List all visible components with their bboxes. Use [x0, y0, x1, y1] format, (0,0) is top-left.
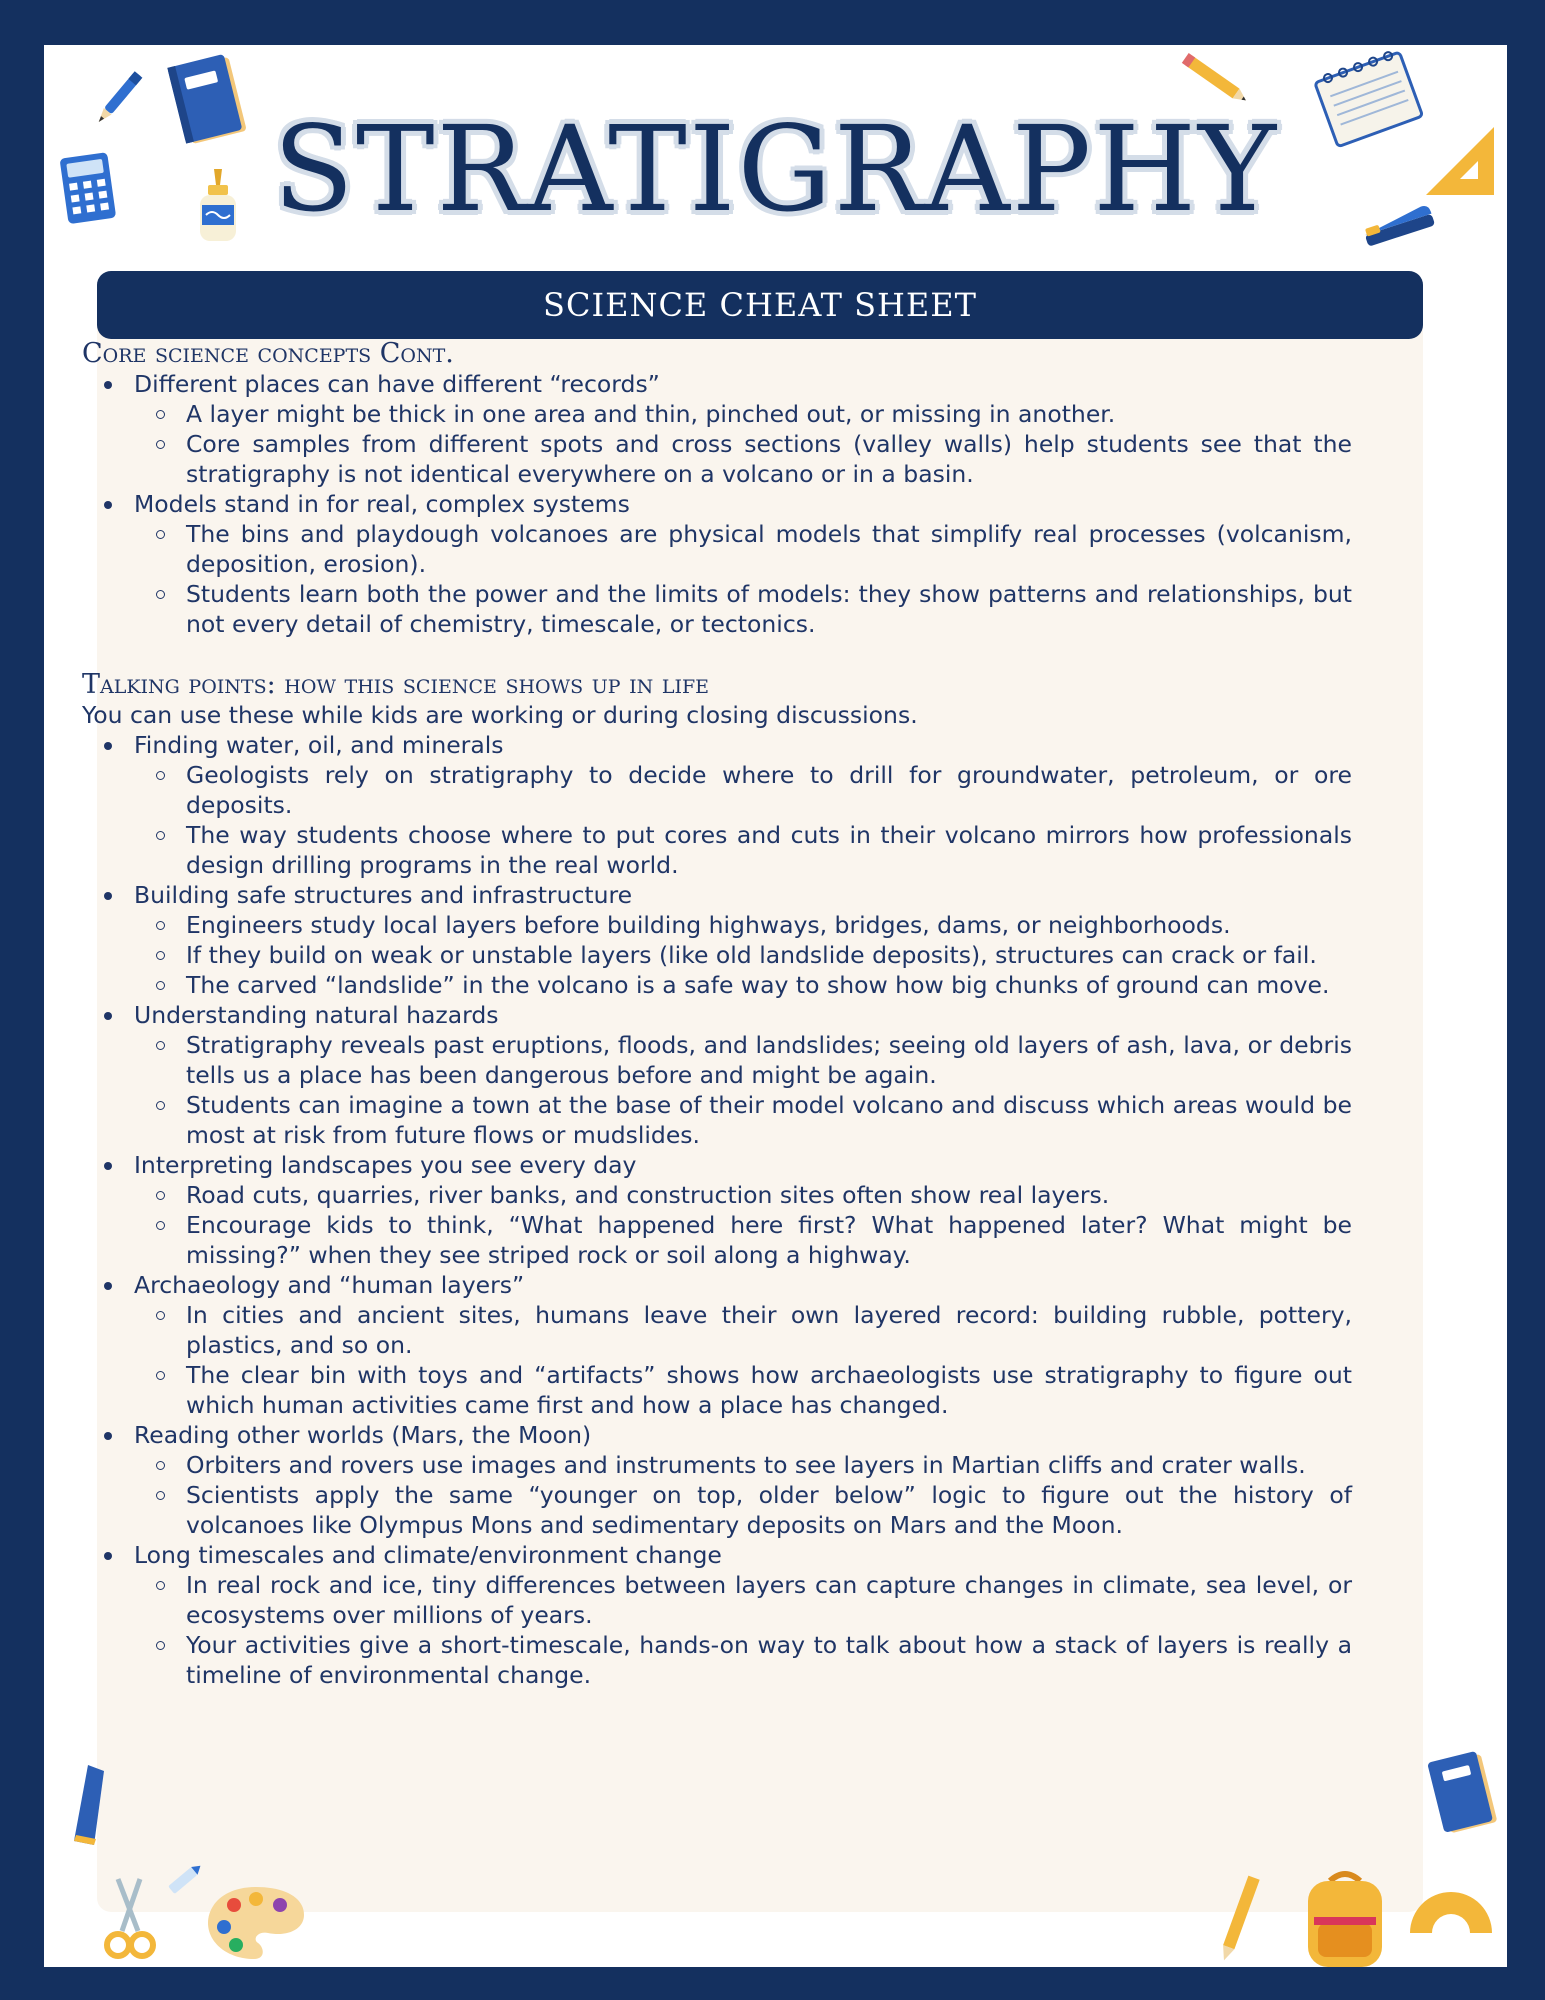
sub-list-item	[134, 970, 1352, 1000]
bullet-icon	[104, 1552, 112, 1560]
sub-item-text: Encourage kids to think, “What happened here first? What happened later? What might be missing?” when they see striped rock or soil along a highway.	[186, 1211, 1352, 1269]
hollow-bullet-icon	[156, 590, 165, 599]
bullet-icon	[104, 892, 112, 900]
hollow-bullet-icon	[156, 1101, 165, 1110]
list-item	[82, 1150, 1352, 1270]
sub-item-text: The clear bin with toys and “artifacts” shows how archaeologists use stratigraphy to figure out which human activities came first and how a place has changed.	[186, 1361, 1352, 1419]
pencil-icon	[1170, 45, 1260, 115]
sub-list-item	[134, 579, 1352, 639]
section-talking-points	[82, 669, 1352, 1690]
hollow-bullet-icon	[156, 530, 165, 539]
list-item	[82, 880, 1352, 1000]
list-item	[82, 369, 1352, 489]
hollow-bullet-icon	[156, 1461, 165, 1470]
sub-list	[134, 1030, 1352, 1150]
blue-book-corner-icon	[74, 1765, 108, 1845]
sub-list-item	[134, 1210, 1352, 1270]
sub-item-text: The way students choose where to put cores and cuts in their volcano mirrors how professionals design drilling programs in the real world.	[186, 821, 1352, 879]
list-item-text: Models stand in for real, complex systems	[134, 490, 630, 518]
list-item-text: Long timescales and climate/environment change	[134, 1541, 722, 1569]
hollow-bullet-icon	[156, 1581, 165, 1590]
sub-list	[134, 1450, 1352, 1540]
marker-icon	[162, 1860, 208, 1900]
sub-list	[134, 519, 1352, 639]
hollow-bullet-icon	[156, 1221, 165, 1230]
calculator-icon	[58, 149, 120, 229]
hollow-bullet-icon	[156, 1311, 165, 1320]
hollow-bullet-icon	[156, 1191, 165, 1200]
hollow-bullet-icon	[156, 921, 165, 930]
paint-palette-icon	[204, 1883, 308, 1963]
list-item-text: Different places can have different “records”	[134, 370, 660, 398]
bullet-icon	[104, 1012, 112, 1020]
section-banner: SCIENCE CHEAT SHEET	[97, 271, 1423, 339]
hollow-bullet-icon	[156, 410, 165, 419]
sub-item-text: In real rock and ice, tiny differences between layers can capture changes in climate, sea level, or ecosystems over millions of years.	[186, 1571, 1352, 1629]
sub-item-text: Students can imagine a town at the base of their model volcano and discuss which areas would be most at risk from future flows or mudslides.	[186, 1091, 1352, 1149]
list-item	[82, 730, 1352, 880]
stapler-icon	[1354, 191, 1438, 251]
sub-list-item	[134, 519, 1352, 579]
sub-list	[134, 910, 1352, 1000]
bullet-icon	[104, 381, 112, 389]
sub-list	[134, 399, 1352, 489]
ruler-triangle-icon	[1420, 121, 1500, 201]
protractor-icon	[1406, 1883, 1496, 1939]
hollow-bullet-icon	[156, 1491, 165, 1500]
sub-list	[134, 1570, 1352, 1690]
bullet-icon	[104, 501, 112, 509]
sub-item-text: Students learn both the power and the limits of models: they show patterns and relationships, but not every detail of chemistry, timescale, or tectonics.	[186, 580, 1352, 638]
sub-list-item	[134, 1180, 1352, 1210]
sub-item-text: Engineers study local layers before building highways, bridges, dams, or neighborhoods.	[186, 911, 1231, 939]
sub-item-text: Road cuts, quarries, river banks, and construction sites often show real layers.	[186, 1181, 1110, 1209]
list-item	[82, 1000, 1352, 1150]
sub-list	[134, 760, 1352, 880]
list-item-text: Reading other worlds (Mars, the Moon)	[134, 1421, 592, 1449]
hollow-bullet-icon	[156, 771, 165, 780]
sub-list-item	[134, 429, 1352, 489]
bullet-icon	[104, 1282, 112, 1290]
glue-icon	[192, 165, 244, 245]
sub-list-item	[134, 1630, 1352, 1690]
sub-list-item	[134, 760, 1352, 820]
sub-list	[134, 1180, 1352, 1270]
sub-item-text: The bins and playdough volcanoes are physical models that simplify real processes (volcanism, deposition, erosion).	[186, 520, 1352, 578]
hollow-bullet-icon	[156, 440, 165, 449]
list-item-text: Finding water, oil, and minerals	[134, 731, 504, 759]
pencil-bottom-icon	[1214, 1871, 1264, 1967]
bullet-list	[82, 369, 1352, 639]
content-area	[82, 338, 1352, 1690]
backpack-icon	[1290, 1867, 1400, 1967]
sub-item-text: Scientists apply the same “younger on top, older below” logic to figure out the history of volcanoes like Olympus Mons and sedimentary deposits on Mars and the Moon.	[186, 1481, 1352, 1539]
list-item-text: Building safe structures and infrastructure	[134, 881, 633, 909]
sub-list-item	[134, 1030, 1352, 1090]
sub-item-text: Geologists rely on stratigraphy to decide where to drill for groundwater, petroleum, or ore deposits.	[186, 761, 1352, 819]
sub-item-text: A layer might be thick in one area and thin, pinched out, or missing in another.	[186, 400, 1116, 428]
list-item-text: Interpreting landscapes you see every day	[134, 1151, 637, 1179]
section-gap	[82, 639, 1352, 669]
sub-list-item	[134, 399, 1352, 429]
list-item-text: Understanding natural hazards	[134, 1001, 499, 1029]
notebook-icon	[160, 49, 256, 149]
sub-list-item	[134, 1480, 1352, 1540]
sub-item-text: Stratigraphy reveals past eruptions, floods, and landslides; seeing old layers of ash, lava, or debris tells us a place has been dangerous before and might be again.	[186, 1031, 1352, 1089]
list-item	[82, 1420, 1352, 1540]
bullet-list	[82, 730, 1352, 1690]
sub-item-text: Your activities give a short-timescale, hands-on way to talk about how a stack of layers is really a timeline of environmental change.	[186, 1631, 1352, 1689]
sub-list-item	[134, 1570, 1352, 1630]
hollow-bullet-icon	[156, 1641, 165, 1650]
section-intro: You can use these while kids are working or during closing discussions.	[82, 701, 918, 729]
sub-list-item	[134, 910, 1352, 940]
list-item	[82, 1270, 1352, 1420]
sub-list	[134, 1300, 1352, 1420]
list-item	[82, 489, 1352, 639]
sub-list-item	[134, 1090, 1352, 1150]
spiral-notebook-icon	[1310, 45, 1430, 155]
sub-list-item	[134, 1360, 1352, 1420]
pen-icon	[88, 63, 148, 135]
section-core-concepts	[82, 338, 1352, 639]
hollow-bullet-icon	[156, 951, 165, 960]
section-heading: Core science concepts Cont.	[82, 338, 454, 369]
list-item	[82, 1540, 1352, 1690]
page-title: STRATIGRAPHY	[273, 100, 1278, 238]
sub-item-text: The carved “landslide” in the volcano is a safe way to show how big chunks of ground can move.	[186, 971, 1330, 999]
sub-item-text: Orbiters and rovers use images and instruments to see layers in Martian cliffs and crater walls.	[186, 1451, 1306, 1479]
sub-item-text: In cities and ancient sites, humans leave their own layered record: building rubble, pottery, plastics, and so on.	[186, 1301, 1352, 1359]
sub-item-text: Core samples from different spots and cross sections (valley walls) help students see that the stratigraphy is not identical everywhere on a volcano or in a basin.	[186, 430, 1352, 488]
bullet-icon	[104, 1432, 112, 1440]
list-item-text: Archaeology and “human layers”	[134, 1271, 525, 1299]
sub-list-item	[134, 820, 1352, 880]
hollow-bullet-icon	[156, 1371, 165, 1380]
sub-item-text: If they build on weak or unstable layers (like old landslide deposits), structures can crack or fail.	[186, 941, 1317, 969]
sub-list-item	[134, 1300, 1352, 1360]
bullet-icon	[104, 742, 112, 750]
hollow-bullet-icon	[156, 981, 165, 990]
section-heading: Talking points: how this science shows up in life	[82, 669, 709, 700]
scissors-icon	[100, 1875, 160, 1965]
sub-list-item	[134, 940, 1352, 970]
sub-list-item	[134, 1450, 1352, 1480]
hollow-bullet-icon	[156, 1041, 165, 1050]
bullet-icon	[104, 1162, 112, 1170]
hollow-bullet-icon	[156, 831, 165, 840]
book-icon	[1424, 1745, 1504, 1845]
